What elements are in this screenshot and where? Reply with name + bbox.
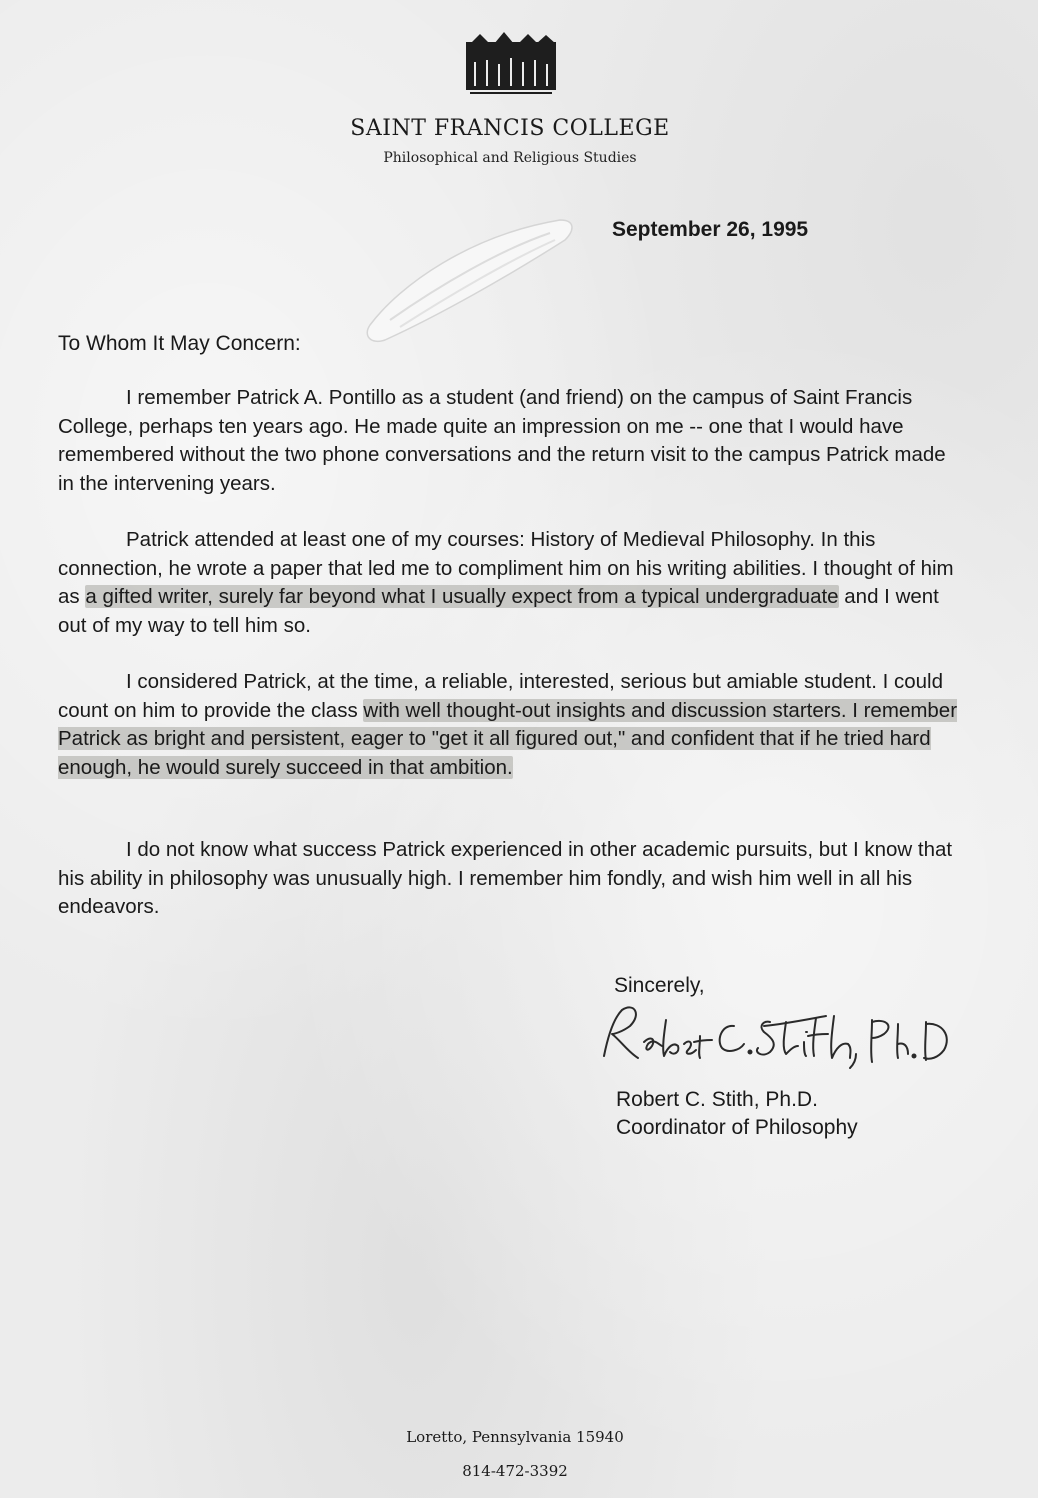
paragraph-4-text: I do not know what success Patrick experienced in other academic pursuits, but I know that his ability in philosophy was unusually high. I remember him fondly, and wish him well in all his endeavors.	[58, 838, 953, 918]
signer-block	[616, 1086, 858, 1142]
closing: Sincerely,	[614, 974, 705, 997]
college-trees-logo-icon	[464, 32, 558, 96]
whiteout-smudge	[360, 215, 580, 345]
paragraph-1-text: I remember Patrick A. Pontillo as a student (and friend) on the campus of Saint Francis College, perhaps ten years ago. He made quite an impression on me -- one that I would have remembered without the two phone conversations and the return visit to the campus Patrick made in the intervening years.	[58, 386, 946, 495]
paragraph-1	[58, 384, 963, 498]
department-name: Philosophical and Religious Studies	[383, 150, 637, 166]
signer-title: Coordinator of Philosophy	[616, 1116, 858, 1139]
signer-name: Robert C. Stith, Ph.D.	[616, 1088, 818, 1111]
handwritten-signature	[594, 996, 964, 1076]
paragraph-4	[58, 836, 963, 922]
paragraph-3	[58, 668, 963, 782]
paragraph-2-highlight: a gifted writer, surely far beyond what I usually expect from a typical undergraduate	[85, 585, 839, 608]
letter-date: September 26, 1995	[612, 218, 809, 241]
paragraph-2	[58, 526, 963, 640]
paragraph-3-text: I considered Patrick, at the time, a reliable, interested, serious but amiable student. I could count on him to provide the class	[58, 670, 944, 722]
paragraph-2-text-end: and I went out of my way to tell him so.	[58, 585, 939, 637]
footer-address: Loretto, Pennsylvania 15940	[406, 1428, 624, 1446]
salutation: To Whom It May Concern:	[58, 332, 301, 355]
college-name: SAINT FRANCIS COLLEGE	[350, 116, 670, 141]
paragraph-2-text: Patrick attended at least one of my courses: History of Medieval Philosophy. In this connection, he wrote a paper that led me to compliment him on his writing abilities. I thought of him as	[58, 528, 954, 608]
footer-phone: 814-472-3392	[462, 1462, 568, 1480]
paragraph-3-highlight: with well thought-out insights and discussion starters. I remember Patrick as bright and persistent, eager to "get it all figured out," and confident that if he tried hard enough, he would surely succeed in that ambition.	[58, 698, 958, 779]
